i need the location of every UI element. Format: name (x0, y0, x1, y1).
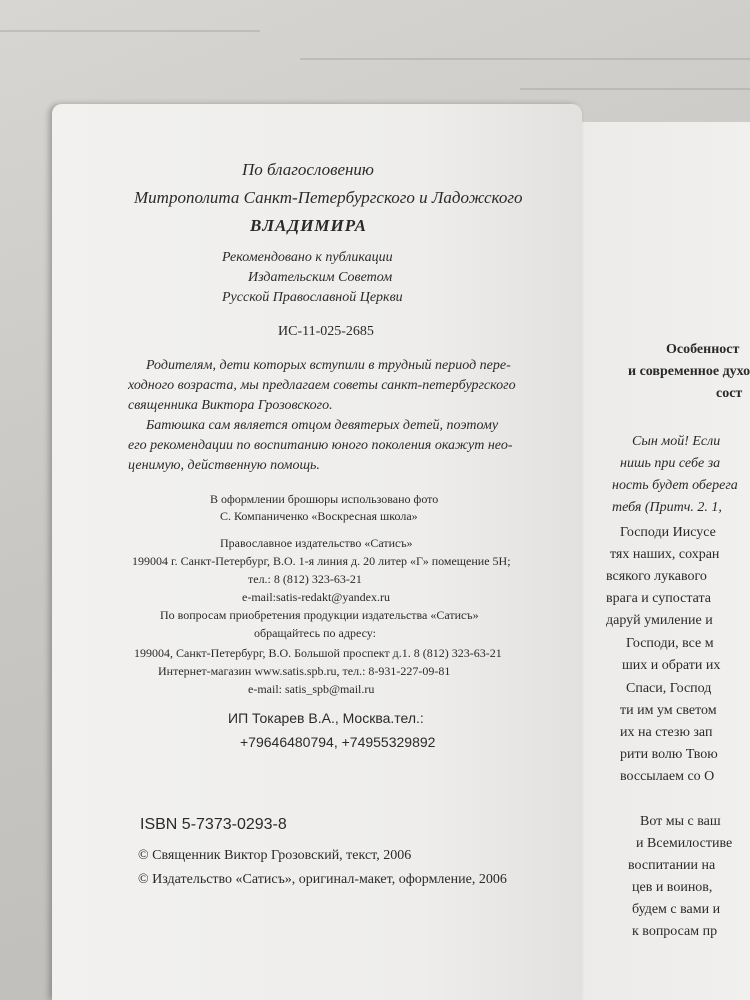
copyright-line-1: © Священник Виктор Грозовский, текст, 2006 (138, 848, 412, 863)
left-page (52, 104, 582, 1000)
right-epigraph-1: Сын мой! Если (632, 434, 721, 449)
description-line: ценимую, действенную помощь. (128, 458, 320, 473)
recommendation-line-3: Русской Православной Церкви (222, 290, 403, 305)
right-body-line: даруй умиление и (606, 613, 713, 628)
blessing-line-2: Митрополита Санкт-Петербургского и Ладожского (134, 188, 523, 207)
printer-line-2: +79646480794, +74955329892 (240, 734, 436, 750)
description-line: его рекомендации по воспитанию юного поколения окажут нео- (128, 438, 513, 453)
online-shop: Интернет-магазин www.satis.spb.ru, тел.: 8-931-227-09-81 (158, 664, 451, 678)
publisher-email: e-mail:satis-redakt@yandex.ru (242, 590, 390, 604)
purchase-line-2: обращайтесь по адресу: (254, 626, 376, 640)
purchase-line-1: По вопросам приобретения продукции издательства «Сатисъ» (160, 608, 479, 622)
description-line: Батюшка сам является отцом девятерых детей, поэтому (146, 418, 499, 433)
publisher-name: Православное издательство «Сатисъ» (220, 536, 413, 550)
right-body-line: Господи, все м (626, 636, 714, 651)
recommendation-line-1: Рекомендовано к публикации (222, 250, 393, 265)
publication-code: ИС-11-025-2685 (278, 324, 374, 339)
right-body-line: ти им ум светом (620, 703, 717, 718)
publisher-email-2: e-mail: satis_spb@mail.ru (248, 682, 375, 696)
blessing-line-1: По благословению (242, 160, 374, 179)
right-body-line: их на стезю зап (620, 725, 713, 740)
right-epigraph-3: ность будет оберега (612, 478, 738, 493)
right-body-line: тях наших, сохран (610, 547, 720, 562)
photo-credit-line-1: В оформлении брошюры использовано фото (210, 492, 439, 506)
right-body-line: будем с вами и (632, 902, 721, 917)
right-epigraph-2: нишь при себе за (620, 456, 721, 471)
right-epigraph-4: тебя (Притч. 2. 1, (612, 500, 722, 515)
right-body-line: цев и воинов, (632, 880, 713, 895)
photo-credit-line-2: С. Компаниченко «Воскресная школа» (220, 509, 418, 523)
right-title-2: и современное духо (628, 364, 750, 379)
right-body-line: ших и обрати их (622, 658, 721, 673)
publisher-address: 199004 г. Санкт-Петербург, В.О. 1-я линия д. 20 литер «Г» помещение 5Н; (132, 554, 511, 568)
right-body-line: к вопросам пр (632, 924, 718, 939)
right-body-line: рити волю Твою (620, 747, 718, 762)
publisher-phone: тел.: 8 (812) 323-63-21 (248, 572, 362, 586)
right-body-line: врага и супостата (606, 591, 711, 606)
right-body-line: и Всемилостиве (636, 836, 733, 851)
right-title-3: сост (716, 386, 743, 401)
right-body-line: всякого лукавого (606, 569, 707, 584)
isbn: ISBN 5-7373-0293-8 (140, 816, 287, 833)
description-line: Родителям, дети которых вступили в трудный период пере- (146, 358, 511, 373)
right-body-line: воспитании на (628, 858, 716, 873)
description-line: священника Виктора Грозовского. (128, 398, 333, 413)
right-body-line: Вот мы с ваш (640, 814, 721, 829)
purchase-address: 199004, Санкт-Петербург, В.О. Большой проспект д.1. 8 (812) 323-63-21 (134, 646, 502, 660)
recommendation-line-2: Издательским Советом (248, 270, 393, 285)
right-body-line: Господи Иисусе (620, 525, 716, 540)
printer-line-1: ИП Токарев В.А., Москва.тел.: (228, 710, 424, 726)
right-body-line: Спаси, Господ (626, 681, 712, 696)
copyright-line-2: © Издательство «Сатисъ», оригинал-макет, оформление, 2006 (138, 872, 507, 887)
right-body-line: воссылаем со О (620, 769, 715, 784)
right-title-1: Особенност (666, 342, 740, 357)
blessing-name: ВЛАДИМИРА (250, 216, 367, 235)
description-line: ходного возраста, мы предлагаем советы санкт-петербургского (128, 378, 516, 393)
